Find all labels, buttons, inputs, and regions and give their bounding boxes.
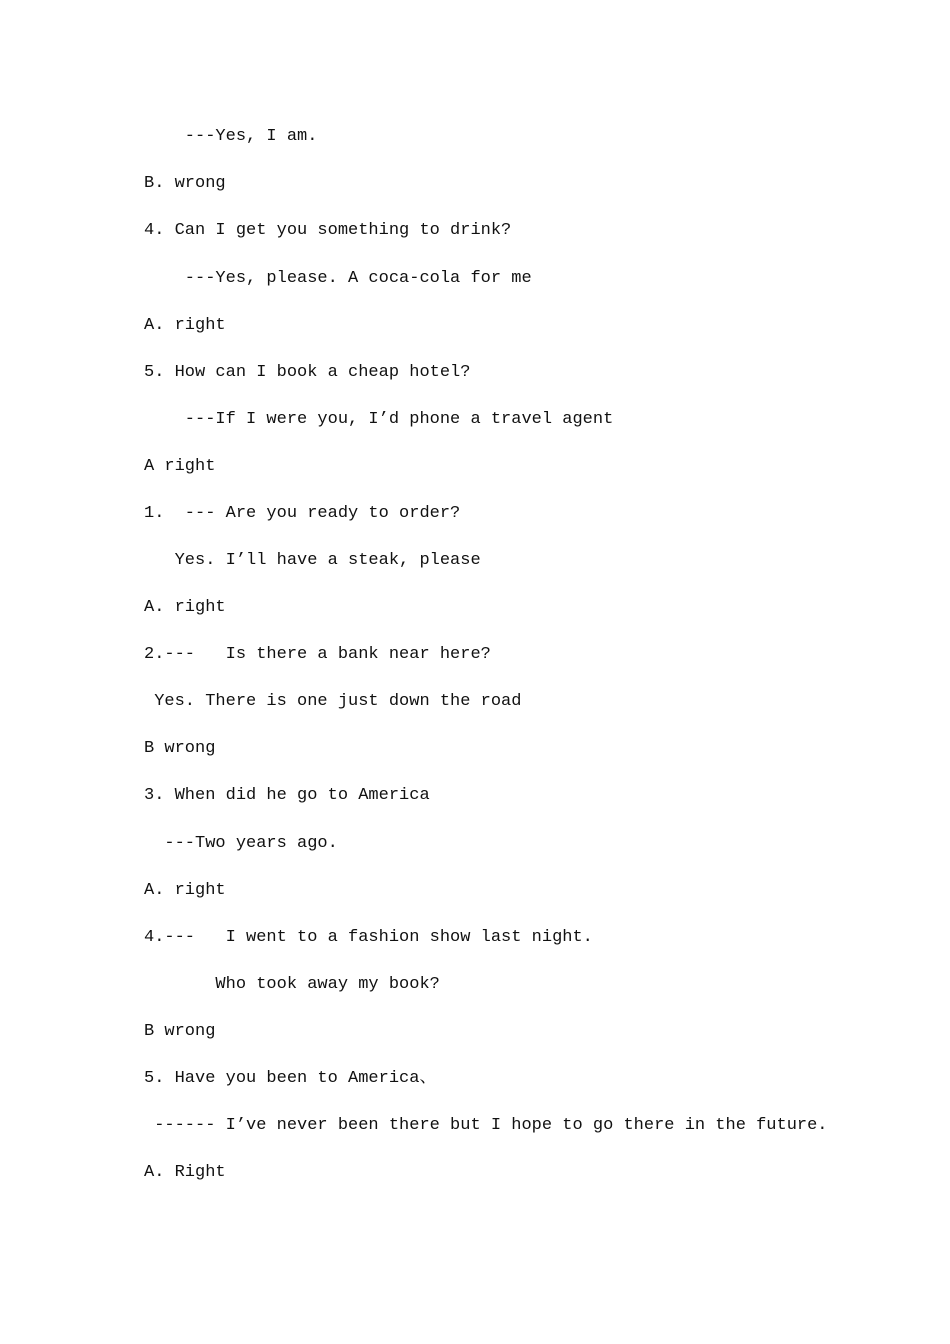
text-line: Who took away my book?: [144, 975, 440, 994]
text-line: ---Two years ago.: [144, 834, 338, 853]
text-line: Yes. There is one just down the road: [144, 692, 522, 711]
text-line: 5. How can I book a cheap hotel?: [144, 363, 471, 382]
text-line: 4. Can I get you something to drink?: [144, 221, 512, 240]
text-line: 2.--- Is there a bank near here?: [144, 645, 491, 664]
text-line: ---If I were you, I’d phone a travel agent: [144, 410, 614, 429]
text-line: 4.--- I went to a fashion show last night.: [144, 928, 593, 947]
text-line: ---Yes, please. A coca-cola for me: [144, 269, 532, 288]
text-line: A. right: [144, 316, 226, 335]
text-line: B wrong: [144, 1022, 216, 1041]
text-line: A. Right: [144, 1163, 226, 1182]
text-line: Yes. I’ll have a steak, please: [144, 551, 481, 570]
text-line: A right: [144, 457, 216, 476]
text-line: 3. When did he go to America: [144, 786, 430, 805]
text-line: ------ I’ve never been there but I hope to go there in the future.: [144, 1116, 828, 1135]
text-line: B wrong: [144, 739, 216, 758]
text-line: 1. --- Are you ready to order?: [144, 504, 461, 523]
text-line: B. wrong: [144, 174, 226, 193]
text-line: ---Yes, I am.: [144, 127, 318, 146]
text-line: A. right: [144, 598, 226, 617]
text-line: 5. Have you been to America、: [144, 1069, 437, 1088]
text-line: A. right: [144, 881, 226, 900]
